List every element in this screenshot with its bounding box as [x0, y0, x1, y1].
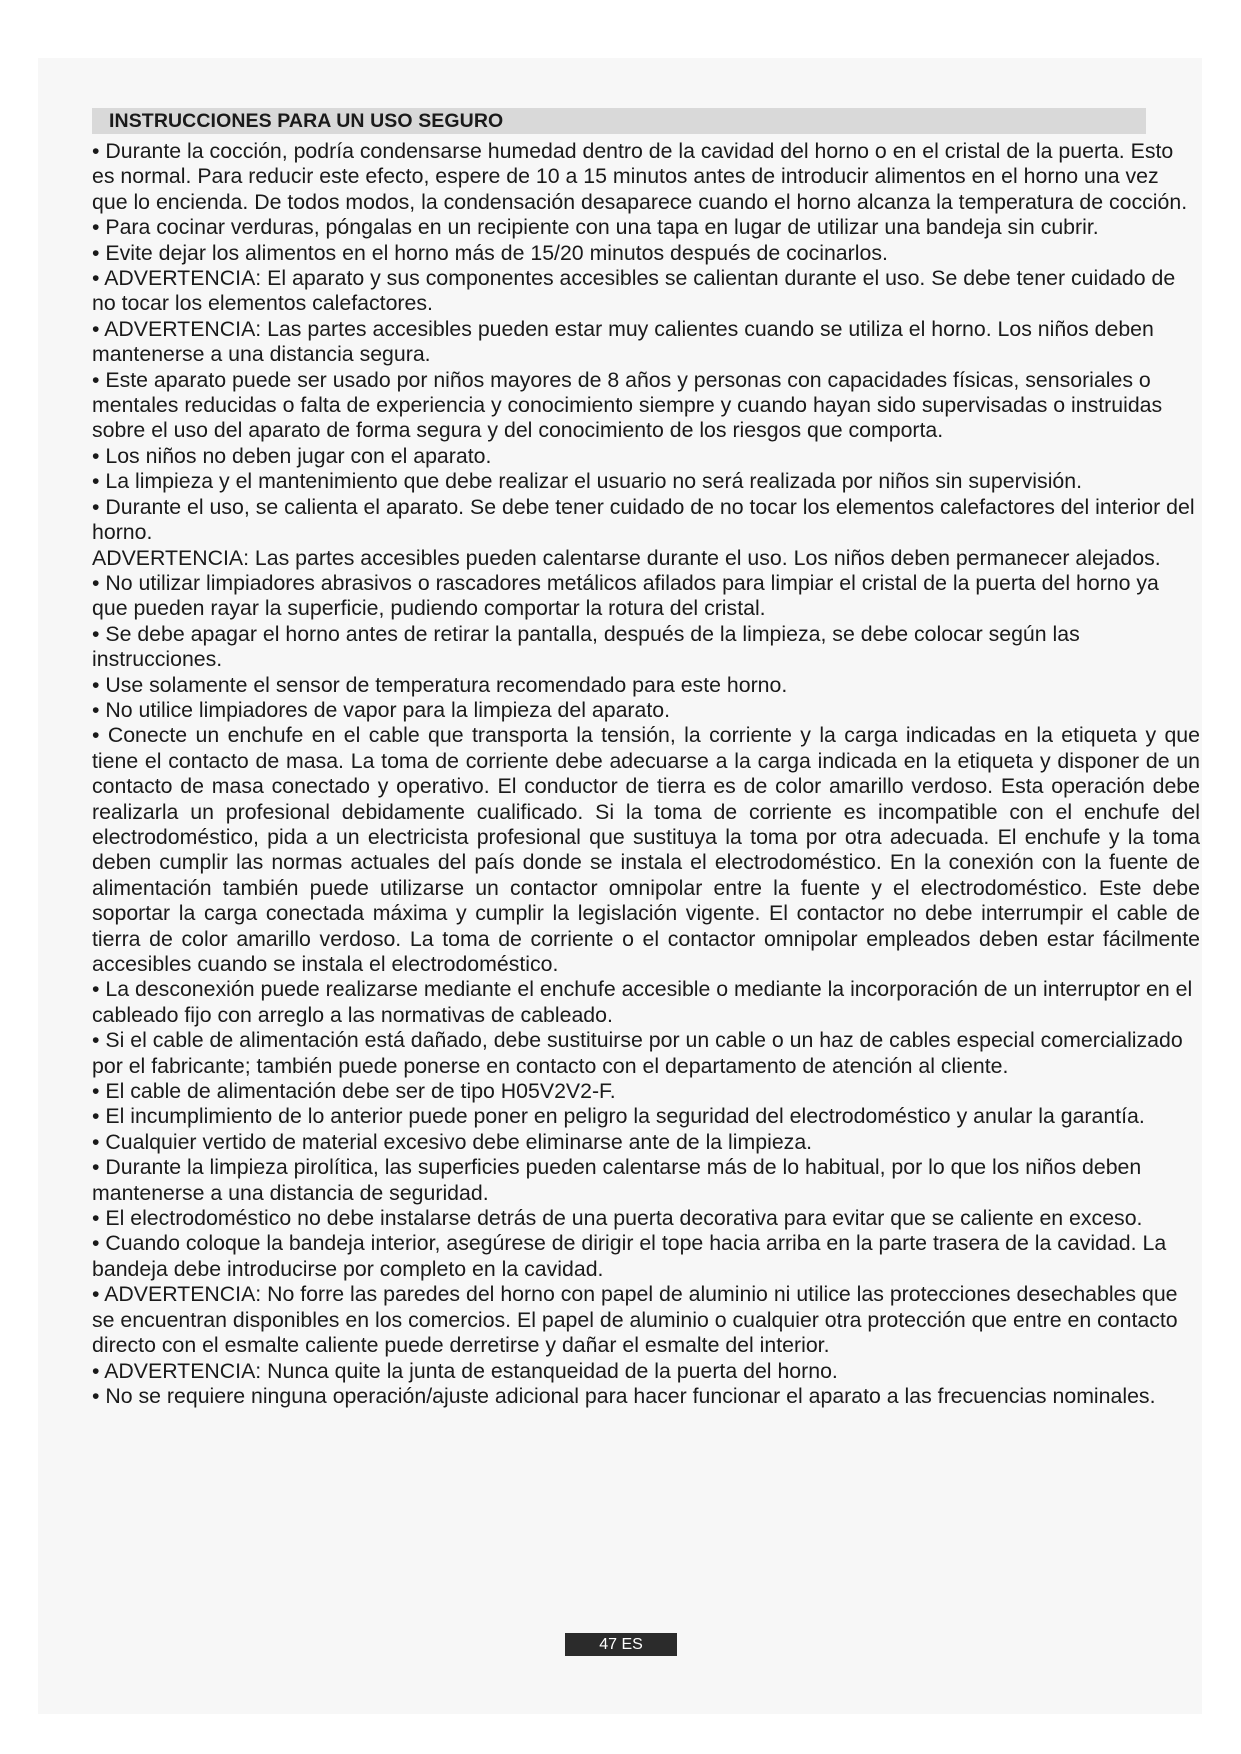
paragraph-vegetables: • Para cocinar verduras, póngalas en un recipiente con una tapa en lugar de utilizar una bandeja sin cubrir.	[92, 215, 1099, 240]
paragraph-spillage: • Cualquier vertido de material excesivo debe eliminarse ante de la limpieza.	[92, 1129, 813, 1154]
paragraph-inner-tray: • Cuando coloque la bandeja interior, asegúrese de dirigir el tope hacia arriba en la parte trasera de la cavidad. La bandeja debe introducirse por completo en la cavidad.	[92, 1231, 1167, 1281]
paragraph-pyrolytic-cleaning: • Durante la limpieza pirolítica, las superficies pueden calentarse más de lo habitual, por lo que los niños deben mantenerse a una distancia de seguridad.	[92, 1155, 1142, 1205]
paragraph-warning-keep-away: ADVERTENCIA: Las partes accesibles pueden calentarse durante el uso. Los niños deben permanecer alejados.	[92, 545, 1161, 570]
paragraph-children-8-years: • Este aparato puede ser usado por niños mayores de 8 años y personas con capacidades físicas, sensoriales o mentales reducidas o falta de experiencia y conocimiento siempre y cuando hayan sido supervisadas o instruidas sobre el uso del aparato de forma segura y del conocimiento de los riesgos que comporta.	[92, 367, 1163, 443]
paragraph-disconnection: • La desconexión puede realizarse mediante el enchufe accesible o mediante la incorporación de un interruptor en el cableado fijo con arreglo a las normativas de cableado.	[92, 977, 1193, 1027]
paragraph-damaged-cable: • Si el cable de alimentación está dañado, debe sustituirse por un cable o un haz de cables especial comercializado por el fabricante; también puede ponerse en contacto con el departamento de atención al cliente.	[92, 1028, 1183, 1078]
paragraph-no-abrasive-cleaners: • No utilizar limpiadores abrasivos o rascadores metálicos afilados para limpiar el cristal de la puerta del horno ya que pueden rayar la superficie, pudiendo comportar la rotura del cristal.	[92, 570, 1159, 621]
paragraph-temperature-sensor: • Use solamente el sensor de temperatura recomendado para este horno.	[92, 672, 788, 697]
section-title: INSTRUCCIONES PARA UN USO SEGURO	[92, 108, 1146, 134]
paragraph-electrical-connection: • Conecte un enchufe en el cable que transporta la tensión, la corriente y la carga indicadas en la etiqueta y que tiene el contacto de masa. La toma de corriente debe adecuarse a la carga indicada en la etiqueta y disponer de un contacto de masa conectado y operativo. El conductor de tierra es de color amarillo verdoso. Esta operación debe realizarla un profesional debidamente cualificado. Si la toma de corriente es incompatible con el enchufe del electrodoméstico, pida a un electricista profesional que sustituya la toma por otra adecuada. El enchufe y la toma deben cumplir las normas actuales del país donde se instala el electrodoméstico. En la conexión con la fuente de alimentación también puede utilizarse un contactor omnipolar entre la fuente y el electrodoméstico. Este debe soportar la carga conectada máxima y cumplir la legislación vigente. El contactor no debe interrumpir el cable de tierra de color amarillo verdoso. La toma de corriente o el contactor omnipolar empleados deben estar fácilmente accesibles cuando se instala el electrodoméstico.	[92, 723, 1200, 976]
paragraph-warning-children-distance: • ADVERTENCIA: Las partes accesibles pueden estar muy calientes cuando se utiliza el horno. Los niños deben mantenerse a una distancia segura.	[92, 316, 1154, 367]
paragraph-warranty: • El incumplimiento de lo anterior puede poner en peligro la seguridad del electrodoméstico y anular la garantía.	[92, 1104, 1145, 1129]
paragraph-nominal-frequencies: • No se requiere ninguna operación/ajuste adicional para hacer funcionar el aparato a las frecuencias nominales.	[92, 1383, 1156, 1408]
paragraph-condensation: • Durante la cocción, podría condensarse humedad dentro de la cavidad del horno o en el cristal de la puerta. Esto es normal. Para reducir este efecto, espere de 10 a 15 minutos antes de introducir alimentos en el horno una vez que lo encienda. De todos modos, la condensación desaparece cuando el horno alcanza la temperatura de cocción.	[92, 139, 1188, 214]
paragraph-heats-during-use: • Durante el uso, se calienta el aparato. Se debe tener cuidado de no tocar los elementos calefactores del interior del horno.	[92, 494, 1195, 545]
paragraph-warning-hot-components: • ADVERTENCIA: El aparato y sus componentes accesibles se calientan durante el uso. Se debe tener cuidado de no tocar los elementos calefactores.	[92, 266, 1176, 316]
paragraph-cleaning-supervision: • La limpieza y el mantenimiento que debe realizar el usuario no será realizada por niños sin supervisión.	[92, 469, 1083, 494]
paragraph-decorative-door: • El electrodoméstico no debe instalarse detrás de una puerta decorativa para evitar que se caliente en exceso.	[92, 1206, 1143, 1231]
paragraph-leftover-food: • Evite dejar los alimentos en el horno más de 15/20 minutos después de cocinarlos.	[92, 240, 888, 265]
paragraph-warning-door-seal: • ADVERTENCIA: Nunca quite la junta de estanqueidad de la puerta del horno.	[92, 1358, 838, 1383]
instructions-body	[92, 139, 1200, 1409]
paragraph-no-steam-cleaners: • No utilice limpiadores de vapor para la limpieza del aparato.	[92, 697, 671, 722]
page-number-badge: 47 ES	[565, 1633, 677, 1656]
paragraph-children-no-play: • Los niños no deben jugar con el aparato.	[92, 443, 492, 468]
paragraph-warning-aluminium-foil: • ADVERTENCIA: No forre las paredes del horno con papel de aluminio ni utilice las protecciones desechables que se encuentran disponibles en los comercios. El papel de aluminio o cualquier otra protección que entre en contacto directo con el esmalte caliente puede derretirse y dañar el esmalte del interior.	[92, 1282, 1178, 1358]
paragraph-cable-type: • El cable de alimentación debe ser de tipo H05V2V2-F.	[92, 1079, 616, 1104]
paragraph-switch-off-before-screen: • Se debe apagar el horno antes de retirar la pantalla, después de la limpieza, se debe colocar según las instrucciones.	[92, 621, 1080, 672]
